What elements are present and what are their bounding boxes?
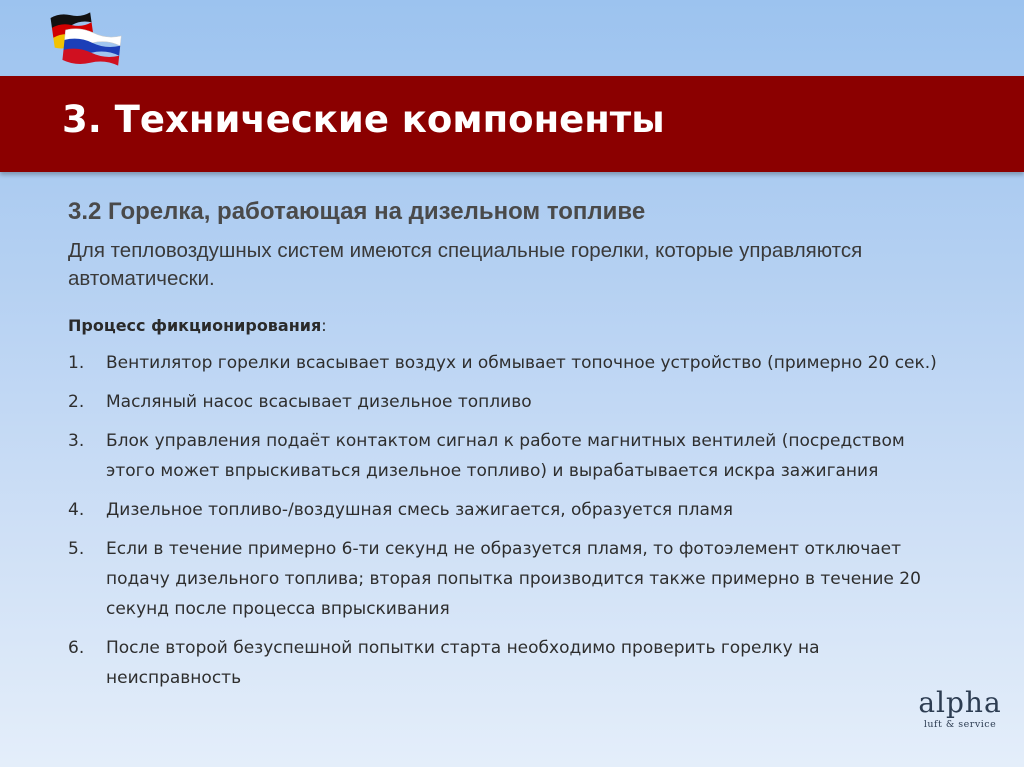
list-item — [68, 633, 948, 693]
logo-tagline: luft & service — [923, 719, 997, 730]
step-text: Если в течение примерно 6-ти секунд не образуется пламя, то фотоэлемент отключает подачу дизельного топлива; вторая попытка производится также примерно в течение 20 секунд после процесса впрыскивания — [106, 539, 921, 619]
list-item — [68, 348, 948, 378]
step-number: 5. — [68, 539, 85, 559]
title-bar — [0, 76, 1024, 172]
list-item — [68, 534, 948, 624]
section-subtitle: 3.2 Горелка, работающая на дизельном топливе — [68, 198, 646, 225]
step-number: 4. — [68, 500, 85, 520]
step-text: Вентилятор горелки всасывает воздух и обмывает топочное устройство (примерно 20 сек.) — [106, 353, 937, 373]
step-text: Блок управления подаёт контактом сигнал к работе магнитных вентилей (посредством этого может впрыскиваться дизельное топливо) и вырабатывается искра зажигания — [106, 431, 905, 481]
process-heading-label: Процесс фикционирования — [68, 316, 322, 335]
german-russian-flags-icon — [48, 10, 128, 68]
list-item — [68, 387, 948, 417]
step-text: После второй безуспешной попытки старта необходимо проверить горелку на неисправность — [106, 638, 820, 688]
intro-paragraph: Для тепловоздушных систем имеются специальные горелки, которые управляются автоматически. — [68, 239, 863, 290]
step-text: Масляный насос всасывает дизельное топливо — [106, 392, 532, 412]
list-item — [68, 426, 948, 486]
step-number: 3. — [68, 431, 85, 451]
logo-name: alpha — [918, 686, 1002, 719]
step-number: 1. — [68, 353, 85, 373]
step-number: 2. — [68, 392, 85, 412]
process-heading — [68, 316, 327, 335]
alpha-logo — [918, 688, 1002, 744]
list-item — [68, 495, 948, 525]
slide-title: 3. Технические компоненты — [62, 98, 665, 141]
step-text: Дизельное топливо-/воздушная смесь зажигается, образуется пламя — [106, 500, 733, 520]
process-steps-list — [68, 348, 948, 702]
step-number: 6. — [68, 638, 85, 658]
process-heading-colon: : — [321, 316, 327, 335]
